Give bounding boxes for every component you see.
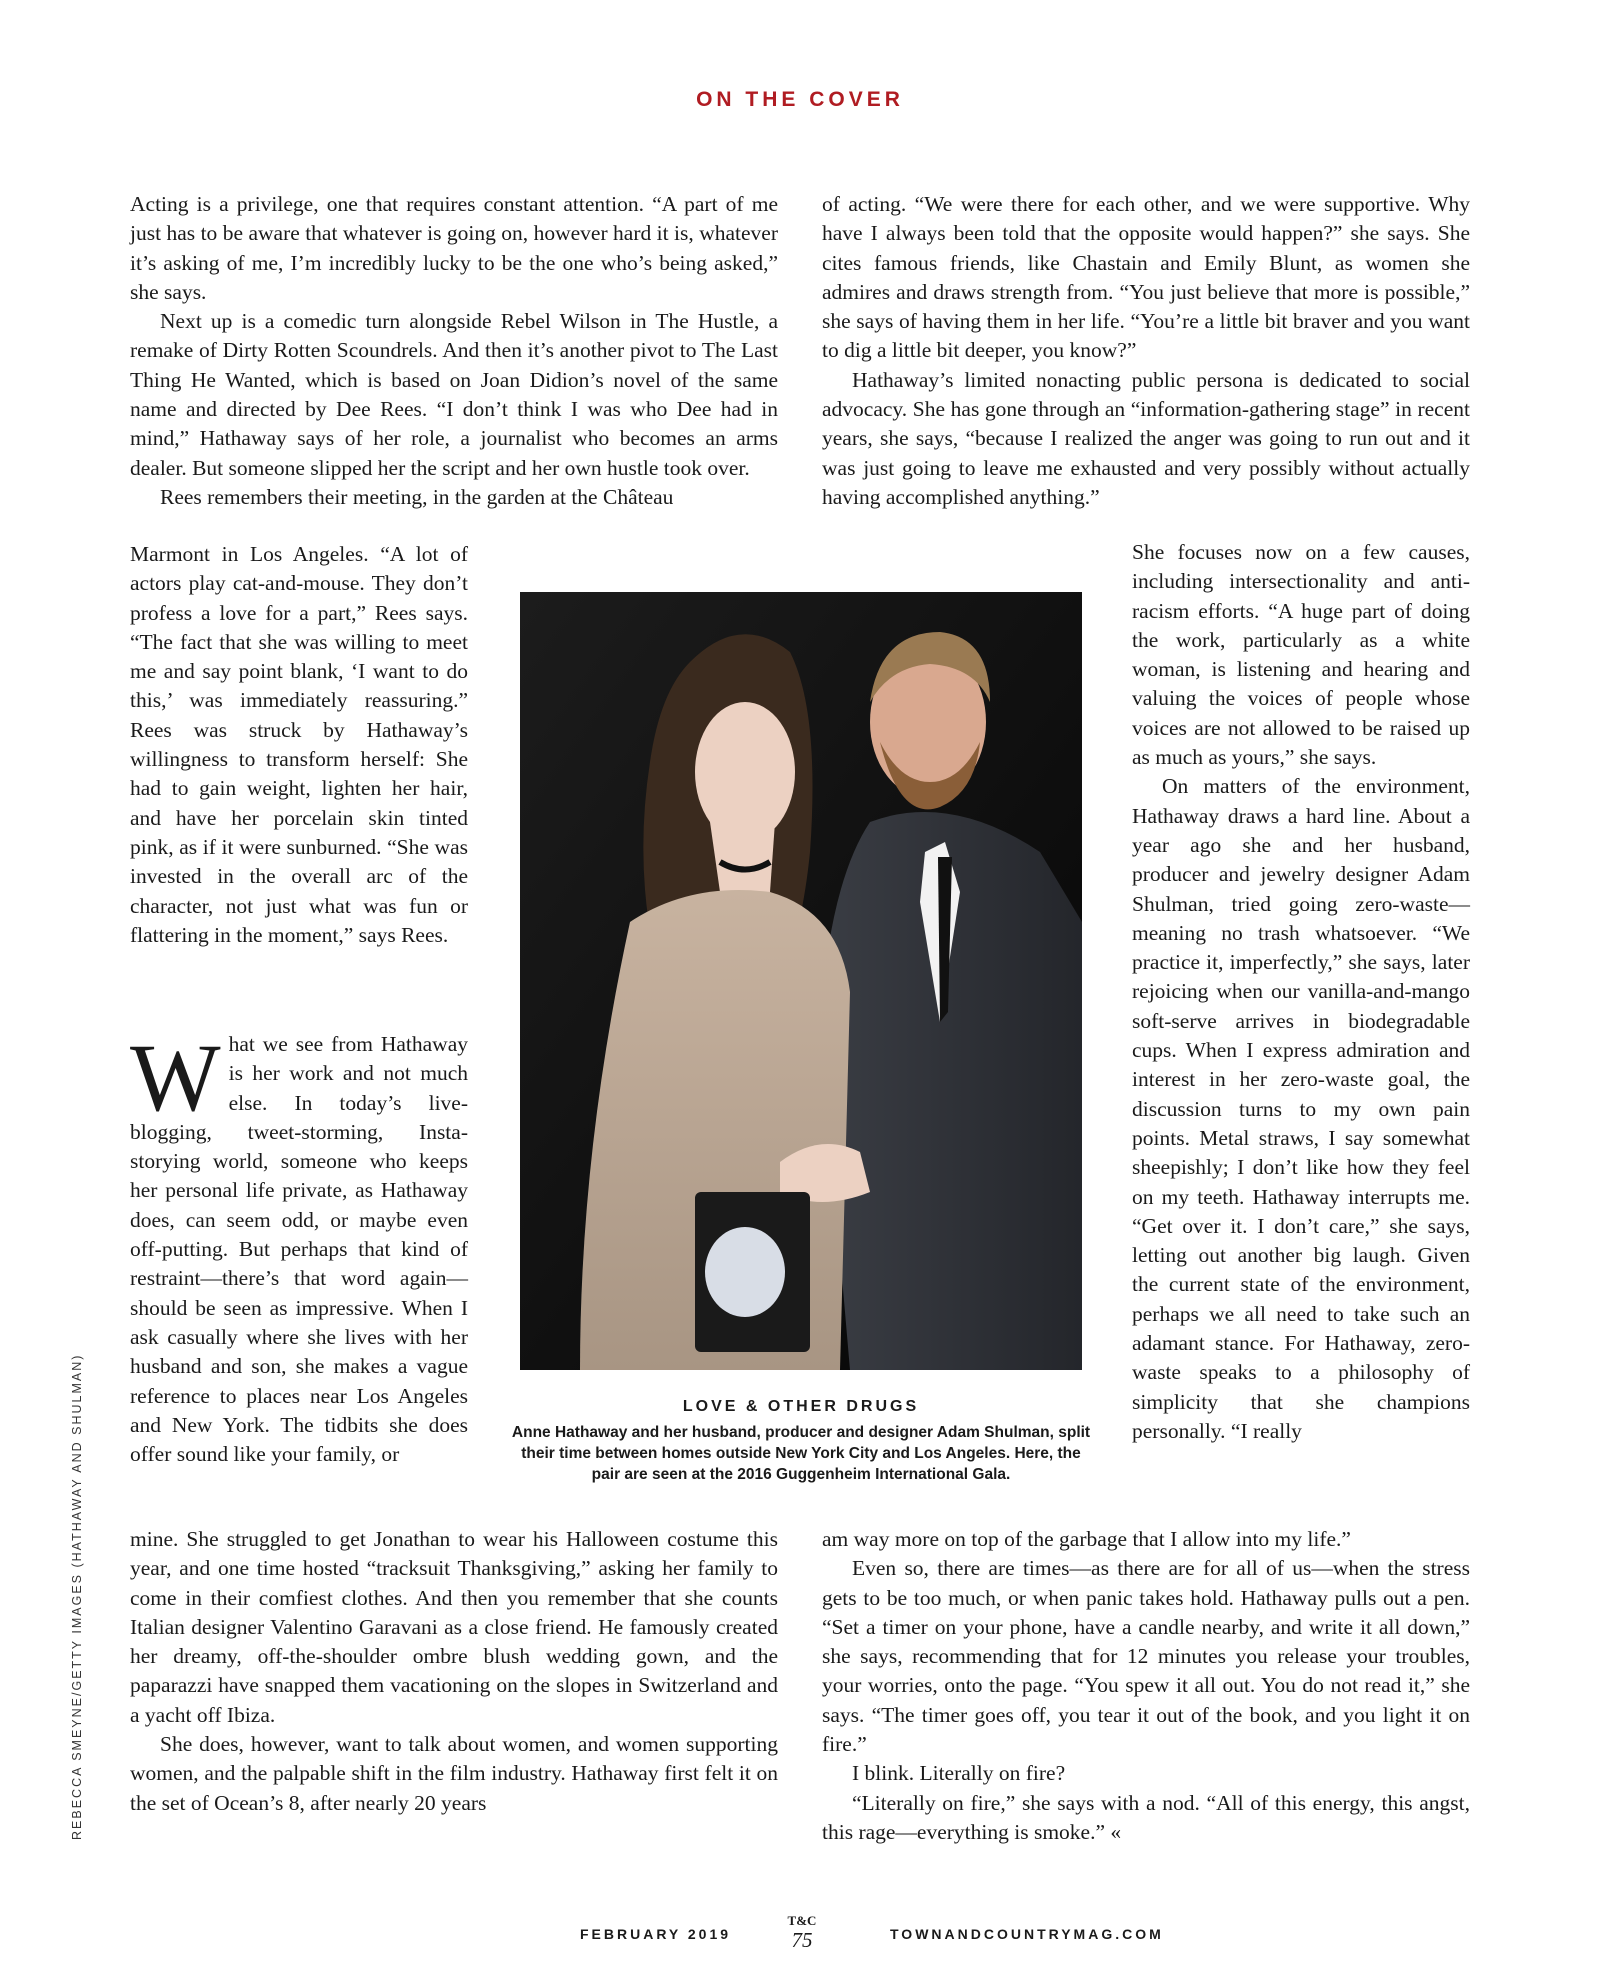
magazine-logo: T&C xyxy=(787,1913,817,1928)
article-column-right-narrow xyxy=(1132,538,1470,1446)
website-url: TOWNANDCOUNTRYMAG.COM xyxy=(890,1926,1164,1942)
paragraph: She does, however, want to talk about women, and women supporting women, and the palpable shift in the film industry. Hathaway first felt it on the set of Ocean’s 8, after nearly 20 years xyxy=(130,1732,778,1815)
photo-caption xyxy=(505,1398,1097,1485)
paragraph: I blink. Literally on fire? xyxy=(852,1761,1066,1786)
article-column-right-bottom xyxy=(822,1525,1470,1847)
article-column-right-top xyxy=(822,190,1470,512)
paragraph: Marmont in Los Angeles. “A lot of actors play cat-and-mouse. They don’t profess a love for a part,” Rees says. “The fact that she was willing to meet me and say point blank, ‘I want to do this,’ was immediately reassuring.” Rees was struck by Hathaway’s willingness to transform herself: She had to gain weight, lighten her hair, and have her porcelain skin tinted pink, as if it were sunburned. “She was invested in the overall arc of the character, not just what was fun or flattering in the moment,” says Rees. xyxy=(130,542,468,947)
paragraph: Rees remembers their meeting, in the garden at the Château xyxy=(160,484,674,509)
paragraph: Next up is a comedic turn alongside Rebel Wilson in The Hustle, a remake of Dirty Rotten Scoundrels. And then it’s another pivot to The Last Thing He Wanted, which is based on Joan Didion’s novel of the same name and directed by Dee Rees. “I don’t think I was who Dee had in mind,” Hathaway says of her role, a journalist who becomes an arms dealer. But someone slipped her the script and her own hustle took over. xyxy=(130,309,778,480)
article-column-left-bottom xyxy=(130,1525,778,1818)
paragraph: of acting. “We were there for each other, and we were supportive. Why have I always been told that the opposite would happen?” she says. She cites famous friends, like Chastain and Emily Blunt, as women she admires and draws strength from. “You just believe that more is possible,” she says of having them in her life. “You’re a little bit braver and you want to dig a little bit deeper, you know?” xyxy=(822,192,1470,363)
paragraph: She focuses now on a few causes, including intersectionality and anti-racism efforts. “A huge part of doing the work, particularly as a white woman, is listening and hearing and valuing the voices of people whose voices are not allowed to be raised up as much as yours,” she says. xyxy=(1132,540,1470,770)
article-column-left-narrow xyxy=(130,540,468,950)
paragraph: hat we see from Hathaway is her work and not much else. In today’s live-blogging, tweet-storming, Insta-storying world, someone who keeps her personal life private, as Hathaway does, can seem odd, or maybe even off-putting. But perhaps that kind of restraint—there’s that word again—should be seen as impressive. When I ask casually where she lives with her husband and son, she makes a vague reference to places near Los Angeles and New York. The tidbits she does offer sound like your family, or xyxy=(130,1032,468,1467)
drop-cap: W xyxy=(130,1024,221,1131)
couple-photo xyxy=(520,592,1082,1370)
photo-illustration xyxy=(520,592,1082,1370)
photo-credit: REBECCA SMEYNE/GETTY IMAGES (HATHAWAY AND SHULMAN) xyxy=(70,1353,84,1840)
caption-title: LOVE & OTHER DRUGS xyxy=(682,1398,920,1415)
paragraph: On matters of the environment, Hathaway draws a hard line. About a year ago she and her husband, producer and jewelry designer Adam Shulman, tried going zero-waste—meaning no trash whatsoever. “We practice it, imperfectly,” she says, later rejoicing when our vanilla-and-mango soft-serve arrives in biodegradable cups. When I express admiration and interest in her zero-waste goal, the discussion turns to my own pain points. Metal straws, I say somewhat sheepishly; I don’t like how they feel on my teeth. Hathaway interrupts me. “Get over it. I don’t care,” she says, letting out another big laugh. Given the current state of the environment, perhaps we all need to take such an adamant stance. For Hathaway, zero-waste speaks to a philosophy of simplicity that she champions personally. “I really xyxy=(1132,774,1470,1443)
article-column-left-top xyxy=(130,190,778,512)
section-heading: ON THE COVER xyxy=(696,88,904,111)
paragraph: am way more on top of the garbage that I allow into my life.” xyxy=(822,1527,1351,1551)
paragraph: mine. She struggled to get Jonathan to wear his Halloween costume this year, and one time hosted “tracksuit Thanksgiving,” asking her family to come in their comfiest clothes. And then you remember that she counts Italian designer Valentino Garavani as a close friend. He famously created her dreamy, off-the-shoulder ombre blush wedding gown, and the paparazzi have snapped them vacationing on the slopes in Switzerland and a yacht off Ibiza. xyxy=(130,1527,778,1727)
paragraph: Even so, there are times—as there are for all of us—when the stress gets to be too much, or when panic takes hold. Hathaway pulls out a pen. “Set a timer on your phone, have a candle nearby, and write it all down,” she says, recommending that for 12 minutes you release your troubles, your worries, onto the page. “You spew it all out. You do not read it,” she says. “The timer goes off, you tear it out of the book, and you light it on fire.” xyxy=(822,1556,1470,1757)
paragraph: Acting is a privilege, one that requires constant attention. “A part of me just has to be aware that whatever is going on, however hard it is, whatever it’s asking of me, I’m incredibly lucky to be the one who’s being asked,” she says. xyxy=(130,192,778,304)
issue-date: FEBRUARY 2019 xyxy=(580,1926,732,1942)
article-column-left-dropcap xyxy=(130,1024,468,1469)
paragraph: “Literally on fire,” she says with a nod. “All of this energy, this angst, this rage—everything is smoke.” « xyxy=(822,1790,1470,1844)
paragraph: Hathaway’s limited nonacting public persona is dedicated to social advocacy. She has gone through an “information-gathering stage” in recent years, she says, “because I realized the anger was going to run out and it was just going to leave me exhausted and very possibly without actually having accomplished anything.” xyxy=(822,367,1470,509)
caption-text: Anne Hathaway and her husband, producer and designer Adam Shulman, split their time between homes outside New York City and Los Angeles. Here, the pair are seen at the 2016 Guggenheim International Gala. xyxy=(511,1424,1091,1483)
page-number: 75 xyxy=(791,1928,813,1952)
